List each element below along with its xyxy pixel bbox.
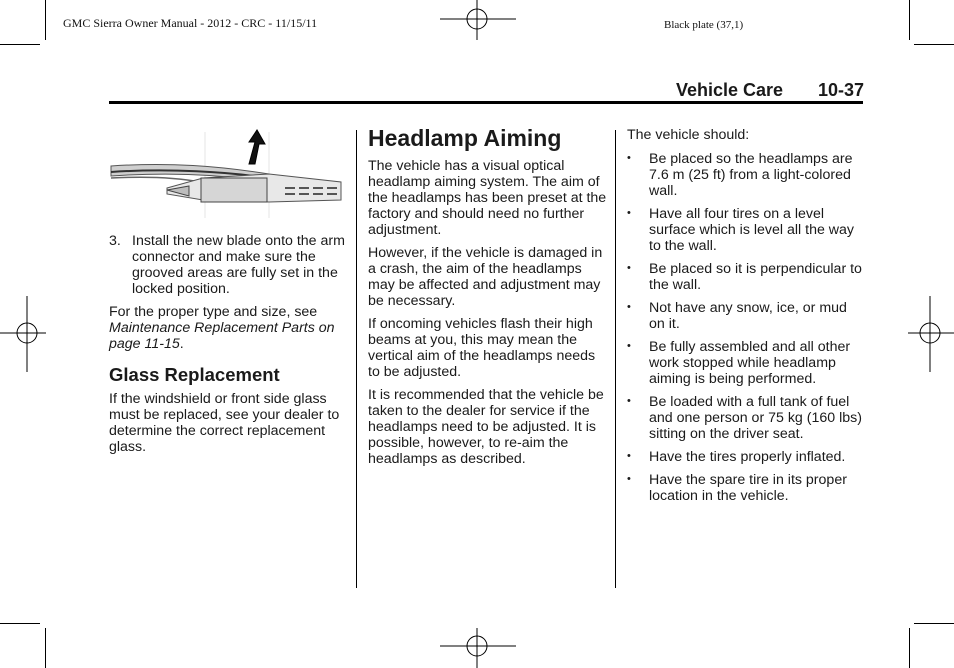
bullet-icon: • [627, 473, 631, 485]
crop-mark [0, 623, 40, 624]
crop-mark [914, 44, 954, 45]
registration-mark-top-icon [440, 0, 516, 40]
bullet-icon: • [627, 340, 631, 352]
requirements-list [627, 151, 865, 504]
list-item [627, 151, 865, 199]
crop-mark [0, 44, 40, 45]
headlamp-paragraph: If oncoming vehicles flash their high beams at you, this may mean the vertical aim of the headlamps needs to be adjusted. [368, 316, 596, 380]
list-item [627, 300, 865, 332]
proper-type-text: For the proper type and size, see [109, 304, 318, 320]
list-item-text: Be placed so the headlamps are 7.6 m (25 ft) from a light-colored wall. [649, 151, 853, 199]
vehicle-should-intro: The vehicle should: [627, 127, 750, 143]
glass-replacement-paragraph: If the windshield or front side glass must be replaced, see your dealer to determine the correct replacement glass. [109, 391, 340, 455]
list-item-text: Have the tires properly inflated. [649, 449, 846, 465]
crop-mark [914, 623, 954, 624]
page-number: 10-37 [818, 80, 865, 100]
crop-mark [909, 0, 910, 40]
headlamp-paragraph: It is recommended that the vehicle be taken to the dealer for service if the headlamps need to be adjusted. It is possible, however, to re-aim the headlamps as described. [368, 387, 604, 467]
bullet-icon: • [627, 262, 631, 274]
list-item [627, 339, 865, 387]
list-item [627, 206, 865, 254]
list-item [627, 472, 865, 504]
column-divider [615, 130, 616, 588]
list-item [627, 261, 865, 293]
print-header-left: GMC Sierra Owner Manual - 2012 - CRC - 11/15/11 [63, 16, 318, 30]
crop-mark [909, 628, 910, 668]
step-text: Install the new blade onto the arm connector and make sure the grooved areas are fully set in the locked position. [132, 233, 345, 297]
headlamp-paragraph: The vehicle has a visual optical headlamp aiming system. The aim of the headlamps has been preset at the factory and should need no further adjustment. [368, 158, 607, 238]
list-item-text: Be placed so it is perpendicular to the wall. [649, 261, 862, 293]
bullet-icon: • [627, 301, 631, 313]
registration-mark-left-icon [0, 296, 46, 372]
column-divider [356, 130, 357, 588]
list-item-text: Be fully assembled and all other work stopped while headlamp aiming is being performed. [649, 339, 851, 387]
cross-reference-link[interactable]: Maintenance Replacement Parts on page 11-15 [109, 320, 335, 352]
list-item-text: Have all four tires on a level surface which is level all the way to the wall. [649, 206, 855, 254]
crop-mark [45, 628, 46, 668]
column-3 [627, 127, 865, 511]
wiper-blade-illustration [109, 128, 343, 224]
bullet-icon: • [627, 395, 631, 407]
headlamp-aiming-heading: Headlamp Aiming [368, 125, 562, 151]
print-header-right: Black plate (37,1) [664, 19, 744, 31]
bullet-icon: • [627, 152, 631, 164]
list-item [627, 449, 865, 465]
glass-replacement-heading: Glass Replacement [109, 364, 280, 385]
crop-mark [45, 0, 46, 40]
headlamp-paragraph: However, if the vehicle is damaged in a crash, the aim of the headlamps may be affected and adjustment may be necessary. [368, 245, 603, 309]
step-number: 3. [109, 233, 121, 249]
column-1 [109, 128, 347, 462]
list-item-text: Have the spare tire in its proper location in the vehicle. [649, 472, 847, 504]
bullet-icon: • [627, 207, 631, 219]
header-rule [109, 101, 863, 104]
registration-mark-bottom-icon [440, 628, 516, 668]
list-item [627, 394, 865, 442]
proper-type-end: . [179, 336, 184, 352]
registration-mark-right-icon [908, 296, 954, 372]
bullet-icon: • [627, 450, 631, 462]
proper-type-paragraph [109, 304, 347, 352]
list-item-text: Not have any snow, ice, or mud on it. [649, 300, 847, 332]
list-item-text: Be loaded with a full tank of fuel and one person or 75 kg (160 lbs) sitting on the driver seat. [649, 394, 862, 442]
section-title: Vehicle Care [676, 80, 784, 100]
step-3 [109, 233, 347, 297]
column-2 [368, 124, 608, 474]
